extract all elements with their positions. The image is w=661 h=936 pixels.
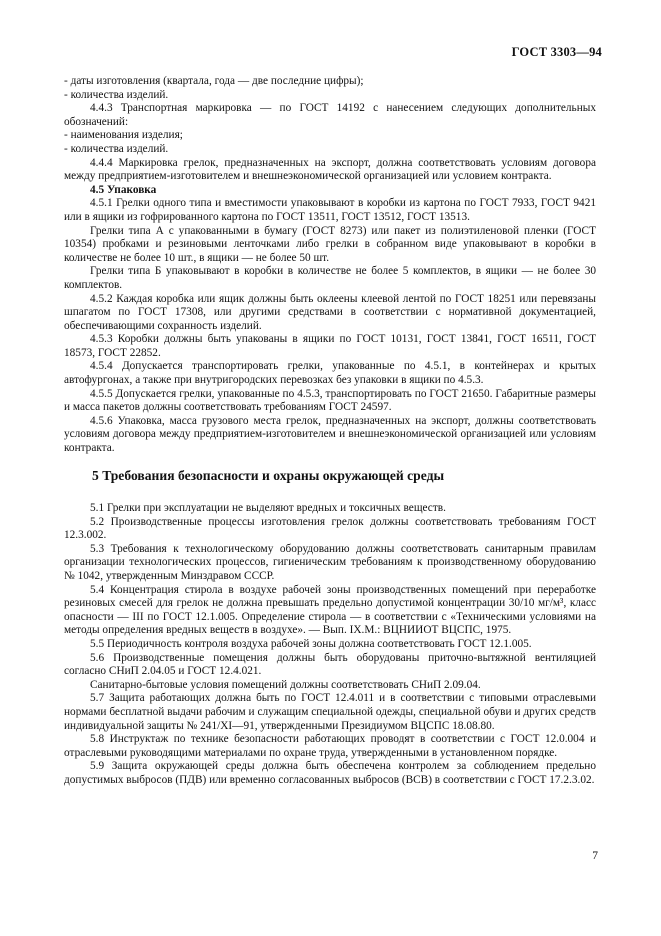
document-code-header: ГОСТ 3303—94 (511, 45, 602, 59)
paragraph: - количества изделий. (64, 142, 169, 155)
page-number: 7 (592, 850, 598, 862)
paragraph: 4.5.3 Коробки должны быть упакованы в ящики по ГОСТ 10131, ГОСТ 13841, ГОСТ 16511, ГОСТ 18573, ГОСТ 22852. (64, 333, 596, 359)
paragraph: 5.8 Инструктаж по технике безопасности работающих проводят в соответствии с ГОСТ 12.0.004 и отраслевыми руководящими материалами по охране труда, утвержденными в установленном порядке. (64, 733, 596, 759)
paragraph: Санитарно-бытовые условия помещений должны соответствовать СНиП 2.09.04. (90, 678, 481, 691)
packaging-section-text (64, 75, 596, 456)
paragraph: - наименования изделия; (64, 129, 183, 142)
paragraph: 4.5.1 Грелки одного типа и вместимости упаковывают в коробки из картона по ГОСТ 7933, ГОСТ 9421 или в ящики из гофрированного картона по ГОСТ 13511, ГОСТ 13512, ГОСТ 13513. (64, 197, 596, 223)
safety-section-text (64, 502, 596, 787)
paragraph: 4.5.6 Упаковка, масса грузового места грелок, предназначенных на экспорт, должны соответствовать условиям договора между предприятием-изготовителем и внешнеэкономической организацией или условиям контракта. (64, 414, 596, 455)
paragraph: 5.4 Концентрация стирола в воздухе рабочей зоны производственных помещений при переработке резиновых смесей для грелок не должна превышать предельно допустимой концентрации 30/10 мг/м³, класс опасности — III по ГОСТ 12.1.005. Определение стирола — в соответствии с «Техническими условиями на методы определения вредных веществ в воздухе». — Вып. IX.М.: ВЦНИИОТ ВЦСПС, 1975. (64, 583, 596, 637)
paragraph: 4.5 Упаковка (90, 183, 157, 196)
paragraph: 4.4.3 Транспортная маркировка — по ГОСТ 14192 с нанесением следующих дополнительных обозначений: (64, 102, 596, 128)
paragraph: 4.5.5 Допускается грелки, упакованные по 4.5.3, транспортировать по ГОСТ 21650. Габаритные размеры и масса пакетов должны соответствовать требованиям ГОСТ 24597. (64, 387, 596, 414)
paragraph: Грелки типа А с упакованными в бумагу (ГОСТ 8273) или пакет из полиэтиленовой пленки (ГОСТ 10354) пробками и резиновыми ленточками либо грелки в собранном виде упаковывают в коробки в количестве не более 10 шт., в ящики — не более 50 шт. (64, 224, 596, 264)
paragraph: 5.1 Грелки при эксплуатации не выделяют вредных и токсичных веществ. (90, 502, 446, 514)
paragraph: 4.5.2 Каждая коробка или ящик должны быть оклеены клеевой лентой по ГОСТ 18251 или перевязаны шпагатом по ГОСТ 17308, или другими средствами в соответствии с нормативной документацией, обеспечивающими сохранность изделий. (64, 292, 596, 332)
paragraph: 4.4.4 Маркировка грелок, предназначенных на экспорт, должна соответствовать условиям договора между предприятием-изготовителем и внешнеэкономической организацией или условием контракта. (64, 156, 596, 183)
paragraph: - даты изготовления (квартала, года — две последние цифры); (64, 75, 364, 87)
paragraph: 5.5 Периодичность контроля воздуха рабочей зоны должна соответствовать ГОСТ 12.1.005. (90, 637, 532, 650)
paragraph: - количества изделий. (64, 88, 169, 101)
section-5-title: 5 Требования безопасности и охраны окружающей среды (92, 468, 445, 483)
paragraph: 5.7 Защита работающих должна быть по ГОСТ 12.4.011 и в соответствии с типовыми отраслевыми нормами бесплатной выдачи рабочим и служащим специальной одежды, специальной обуви и других средств индивидуальной защиты № 241/XI—91, утвержденными Президиумом ВЦСПС 18.08.80. (64, 692, 596, 732)
paragraph: 5.2 Производственные процессы изготовления грелок должны соответствовать требованиям ГОСТ 12.3.002. (64, 515, 596, 542)
paragraph: Грелки типа Б упаковывают в коробки в количестве не более 5 комплектов, в ящики — не более 30 комплектов. (64, 265, 596, 291)
paragraph: 5.3 Требования к технологическому оборудованию должны соответствовать санитарным правилам организации технологических процессов, гигиеническим требованиям к производственному оборудованию № 1042, утвержденным Минздравом СССР. (64, 542, 596, 582)
paragraph: 5.9 Защита окружающей среды должна быть обеспечена контролем за соблюдением предельно допустимых выбросов (ПДВ) или временно согласованных выбросов (ВСВ) в соответствии с ГОСТ 17.2.3.02. (64, 760, 596, 786)
paragraph: 4.5.4 Допускается транспортировать грелки, упакованные по 4.5.1, в контейнерах и крытых автофургонах, а также при внутригородских перевозках без упаковки в ящики по 4.5.3. (64, 360, 596, 387)
paragraph: 5.6 Производственные помещения должны быть оборудованы приточно-вытяжной вентиляцией согласно СНиП 2.04.05 и ГОСТ 12.4.021. (64, 651, 596, 678)
